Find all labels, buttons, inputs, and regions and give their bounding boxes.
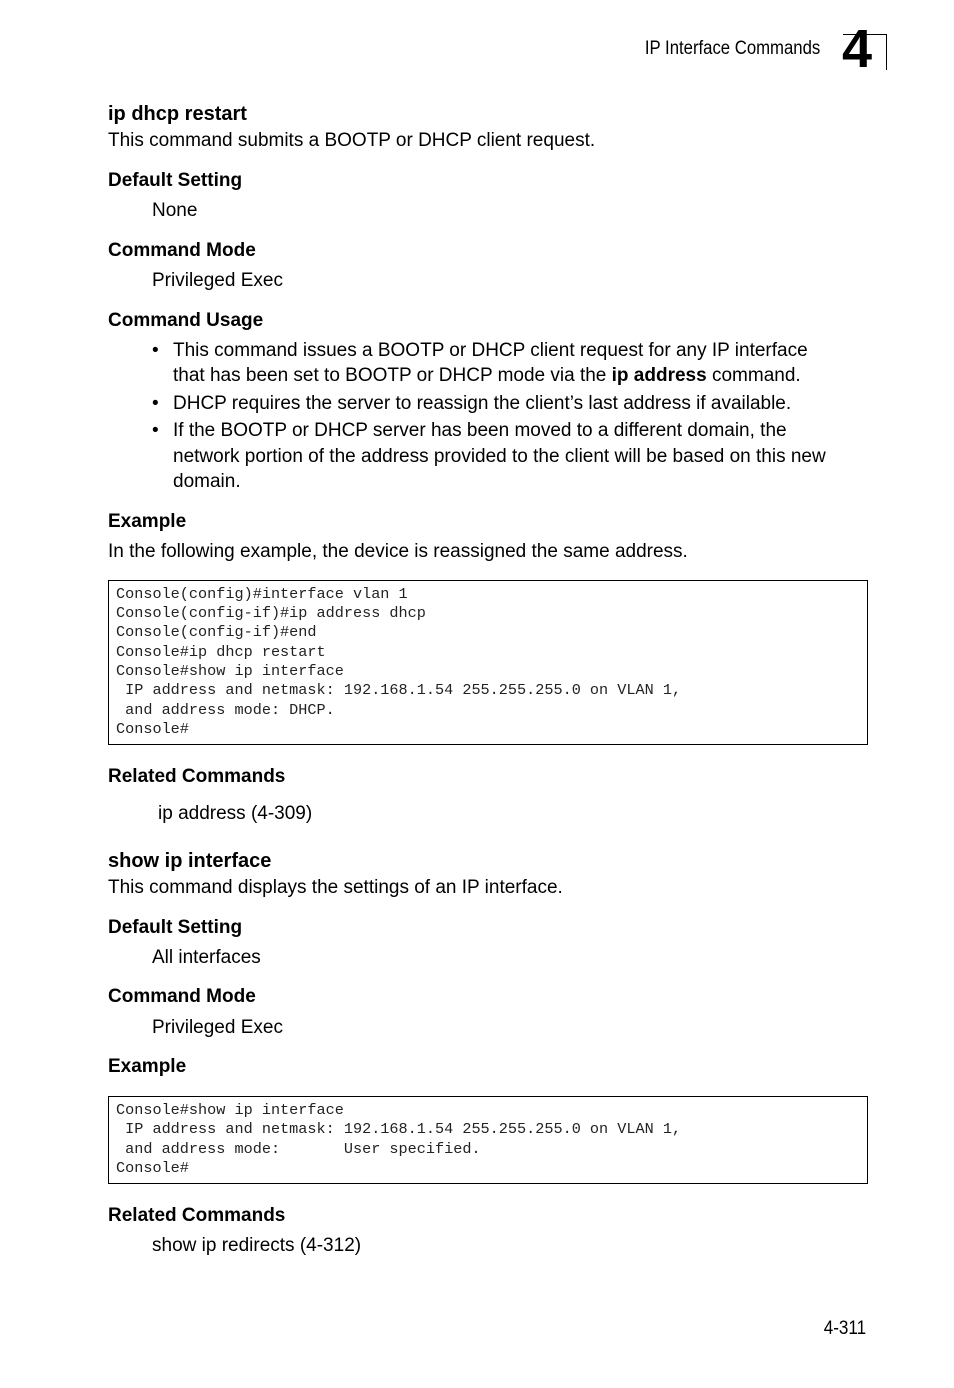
example-heading: Example [108,511,187,532]
default-setting-heading: Default Setting [108,917,243,938]
code-line: and address mode: DHCP. [116,701,335,719]
command-mode-value: Privileged Exec [152,1017,283,1038]
code-example-box [108,1096,868,1184]
code-line: Console# [116,1159,189,1177]
usage-item-2: DHCP requires the server to reassign the client’s last address if available. [173,393,792,414]
bullet-marker: • [152,393,159,414]
default-setting-value: None [152,200,198,221]
code-line: Console(config-if)#ip address dhcp [116,604,426,622]
related-commands-heading: Related Commands [108,1205,286,1226]
related-commands-heading: Related Commands [108,766,286,787]
command-mode-heading: Command Mode [108,986,256,1007]
usage-item-3-line-1: If the BOOTP or DHCP server has been moved to a different domain, the [173,420,787,441]
running-header-title: IP Interface Commands [644,38,820,59]
default-setting-heading: Default Setting [108,170,243,191]
usage-item-3-line-3: domain. [173,471,241,492]
code-example-box [108,580,868,745]
chapter-number: 4 [842,19,873,79]
command-description: This command displays the settings of an IP interface. [108,877,563,898]
code-line: Console#ip dhcp restart [116,643,326,661]
page-number: 4-311 [823,1318,866,1339]
code-line: IP address and netmask: 192.168.1.54 255.255.255.0 on VLAN 1, [116,681,682,699]
related-command-link[interactable]: ip address (4-309) [158,803,313,824]
example-intro: In the following example, the device is reassigned the same address. [108,541,688,562]
example-heading: Example [108,1056,187,1077]
bullet-marker: • [152,340,159,361]
command-mode-value: Privileged Exec [152,270,283,291]
code-line: Console#show ip interface [116,1101,344,1119]
code-line: Console(config)#interface vlan 1 [116,585,408,603]
command-reference: ip address [611,365,707,386]
usage-item-1-line-2: that has been set to BOOTP or DHCP mode via the ip address command. [173,365,801,386]
code-line: IP address and netmask: 192.168.1.54 255.255.255.0 on VLAN 1, [116,1120,682,1138]
code-line: Console(config-if)#end [116,623,317,641]
code-line: Console#show ip interface [116,662,344,680]
code-line: Console# [116,720,189,738]
default-setting-value: All interfaces [152,947,261,968]
usage-item-3-line-2: network portion of the address provided to the client will be based on this new [173,446,826,467]
bullet-marker: • [152,420,159,441]
command-title: show ip interface [108,850,272,872]
command-description: This command submits a BOOTP or DHCP client request. [108,130,596,151]
usage-item-1-line-1: This command issues a BOOTP or DHCP client request for any IP interface [173,340,808,361]
command-title: ip dhcp restart [108,103,247,125]
command-usage-heading: Command Usage [108,310,264,331]
command-mode-heading: Command Mode [108,240,256,261]
related-command-link[interactable]: show ip redirects (4-312) [152,1235,362,1256]
code-line: and address mode: User specified. [116,1140,481,1158]
